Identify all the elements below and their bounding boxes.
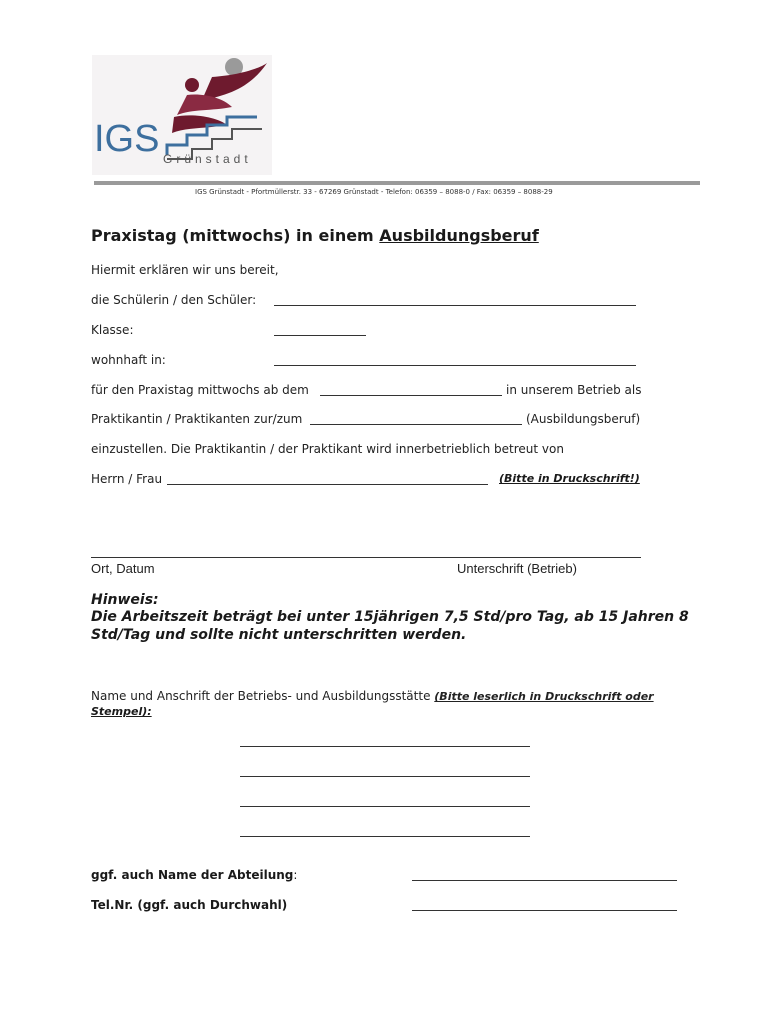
- title-prefix: Praxistag (mittwochs) in einem: [91, 226, 380, 245]
- signature-label: Unterschrift (Betrieb): [457, 561, 577, 576]
- student-label: die Schülerin / den Schüler:: [91, 293, 257, 307]
- logo-subtext: Grünstadt: [163, 152, 252, 166]
- notice-line-1: Die Arbeitszeit beträgt bei unter 15jährigen 7,5 Std/pro Tag, ab 15 Jahren 8: [91, 609, 689, 625]
- employ-text: einzustellen. Die Praktikantin / der Praktikant wird innerbetrieblich betreut von: [91, 442, 564, 456]
- company-label-row: [91, 689, 654, 703]
- company-field-2[interactable]: [240, 776, 530, 777]
- company-note-1: (Bitte leserlich in Druckschrift oder: [434, 690, 654, 703]
- phone-field[interactable]: [412, 910, 677, 911]
- company-note-2: Stempel):: [91, 705, 152, 718]
- intro-text: Hiermit erklären wir uns bereit,: [91, 263, 279, 277]
- profession-field[interactable]: [310, 424, 522, 425]
- supervisor-label: Herrn / Frau: [91, 472, 163, 486]
- student-field[interactable]: [274, 305, 636, 306]
- company-field-1[interactable]: [240, 746, 530, 747]
- header-rule: [94, 181, 700, 185]
- place-date-label: Ort, Datum: [91, 561, 155, 576]
- start-date-field[interactable]: [320, 395, 502, 396]
- department-label: ggf. auch Name der Abteilung: [91, 868, 294, 882]
- start-date-text-a: für den Praxistag mittwochs ab dem: [91, 383, 309, 397]
- company-field-4[interactable]: [240, 836, 530, 837]
- notice-heading: Hinweis:: [91, 592, 159, 608]
- signature-line[interactable]: [91, 557, 641, 558]
- profession-text-a: Praktikantin / Praktikanten zur/zum: [91, 412, 303, 426]
- class-field[interactable]: [274, 335, 366, 336]
- profession-text-b: (Ausbildungsberuf): [526, 412, 641, 426]
- class-label: Klasse:: [91, 323, 134, 337]
- print-note: (Bitte in Druckschrift!): [499, 472, 640, 485]
- company-field-3[interactable]: [240, 806, 530, 807]
- header-address: IGS Grünstadt - Pfortmüllerstr. 33 - 67269 Grünstadt - Telefon: 06359 – 8088-0 / Fax: 06359 – 8088-29: [195, 188, 553, 196]
- residence-field[interactable]: [274, 365, 636, 366]
- residence-label: wohnhaft in:: [91, 353, 166, 367]
- notice-line-2: Std/Tag und sollte nicht unterschritten werden.: [91, 627, 467, 643]
- department-label-row: [91, 868, 297, 882]
- company-label: Name und Anschrift der Betriebs- und Ausbildungsstätte: [91, 689, 435, 703]
- page-title: [91, 226, 539, 245]
- svg-text:IGS: IGS: [94, 118, 160, 160]
- supervisor-field[interactable]: [167, 484, 488, 485]
- title-underlined: Ausbildungsberuf: [379, 226, 539, 245]
- start-date-text-b: in unserem Betrieb als: [506, 383, 642, 397]
- phone-label: Tel.Nr. (ggf. auch Durchwahl): [91, 898, 288, 912]
- department-field[interactable]: [412, 880, 677, 881]
- department-colon: :: [293, 868, 298, 882]
